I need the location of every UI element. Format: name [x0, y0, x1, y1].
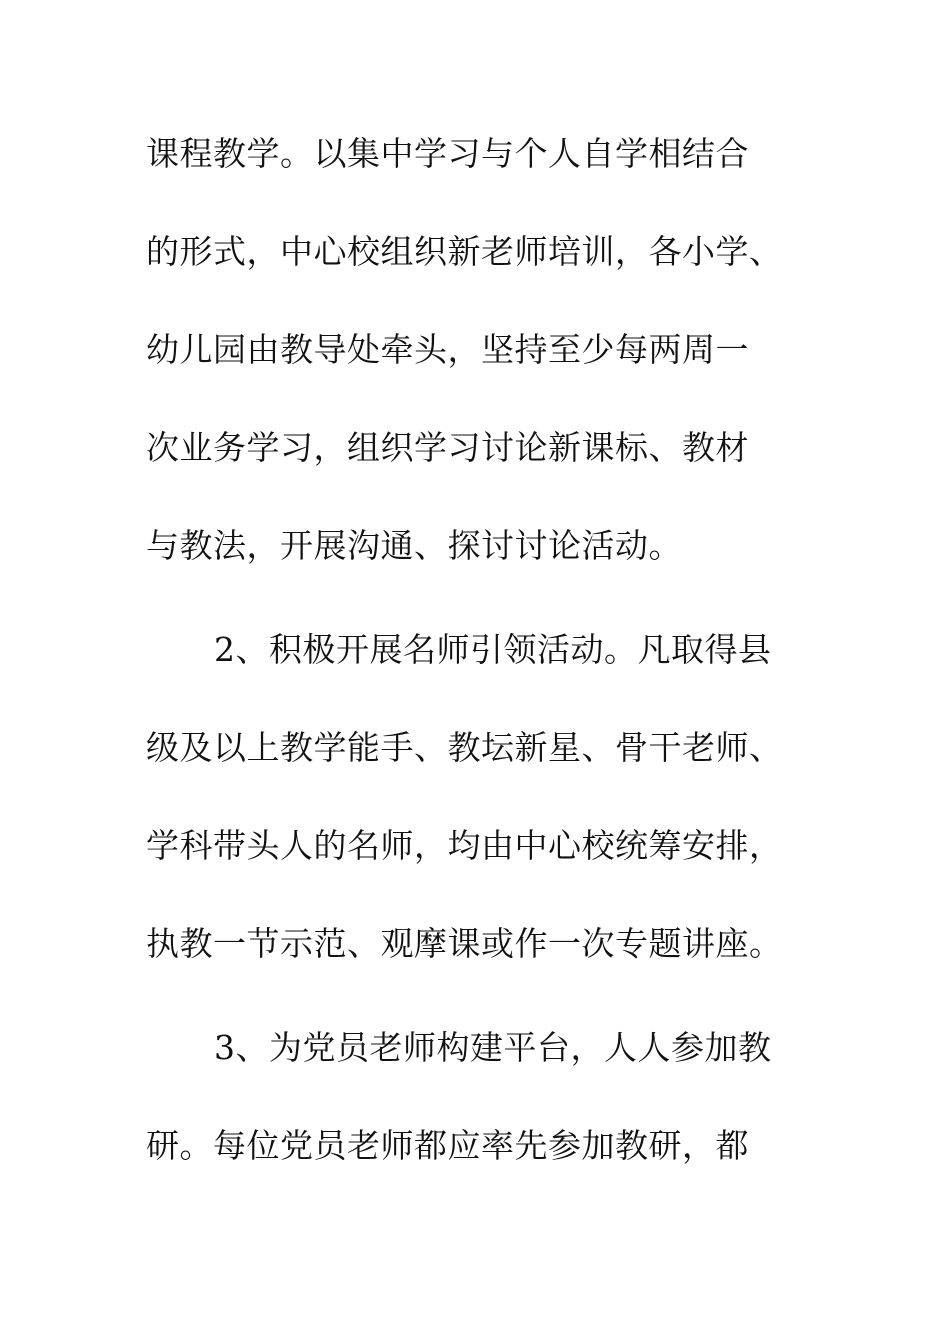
- text-line: 次业务学习，组织学习讨论新课标、教材: [146, 428, 749, 467]
- text-line: 与教法，开展沟通、探讨讨论活动。: [146, 526, 682, 565]
- text-line: 级及以上教学能手、教坛新星、骨干老师、: [146, 728, 783, 767]
- paragraph-start-line: 3、为党员老师构建平台，人人参加教: [214, 1028, 772, 1067]
- text-line: 研。每位党员老师都应率先参加教研，都: [146, 1126, 749, 1165]
- text-line: 的形式，中心校组织新老师培训，各小学、: [146, 232, 783, 271]
- text-line: 执教一节示范、观摩课或作一次专题讲座。: [146, 924, 783, 963]
- text-line: 课程教学。以集中学习与个人自学相结合: [146, 134, 749, 173]
- text-line: 幼儿园由教导处牵头，坚持至少每两周一: [146, 330, 749, 369]
- text-line: 学科带头人的名师，均由中心校统筹安排，: [146, 826, 783, 865]
- paragraph-start-line: 2、积极开展名师引领活动。凡取得县: [214, 630, 772, 669]
